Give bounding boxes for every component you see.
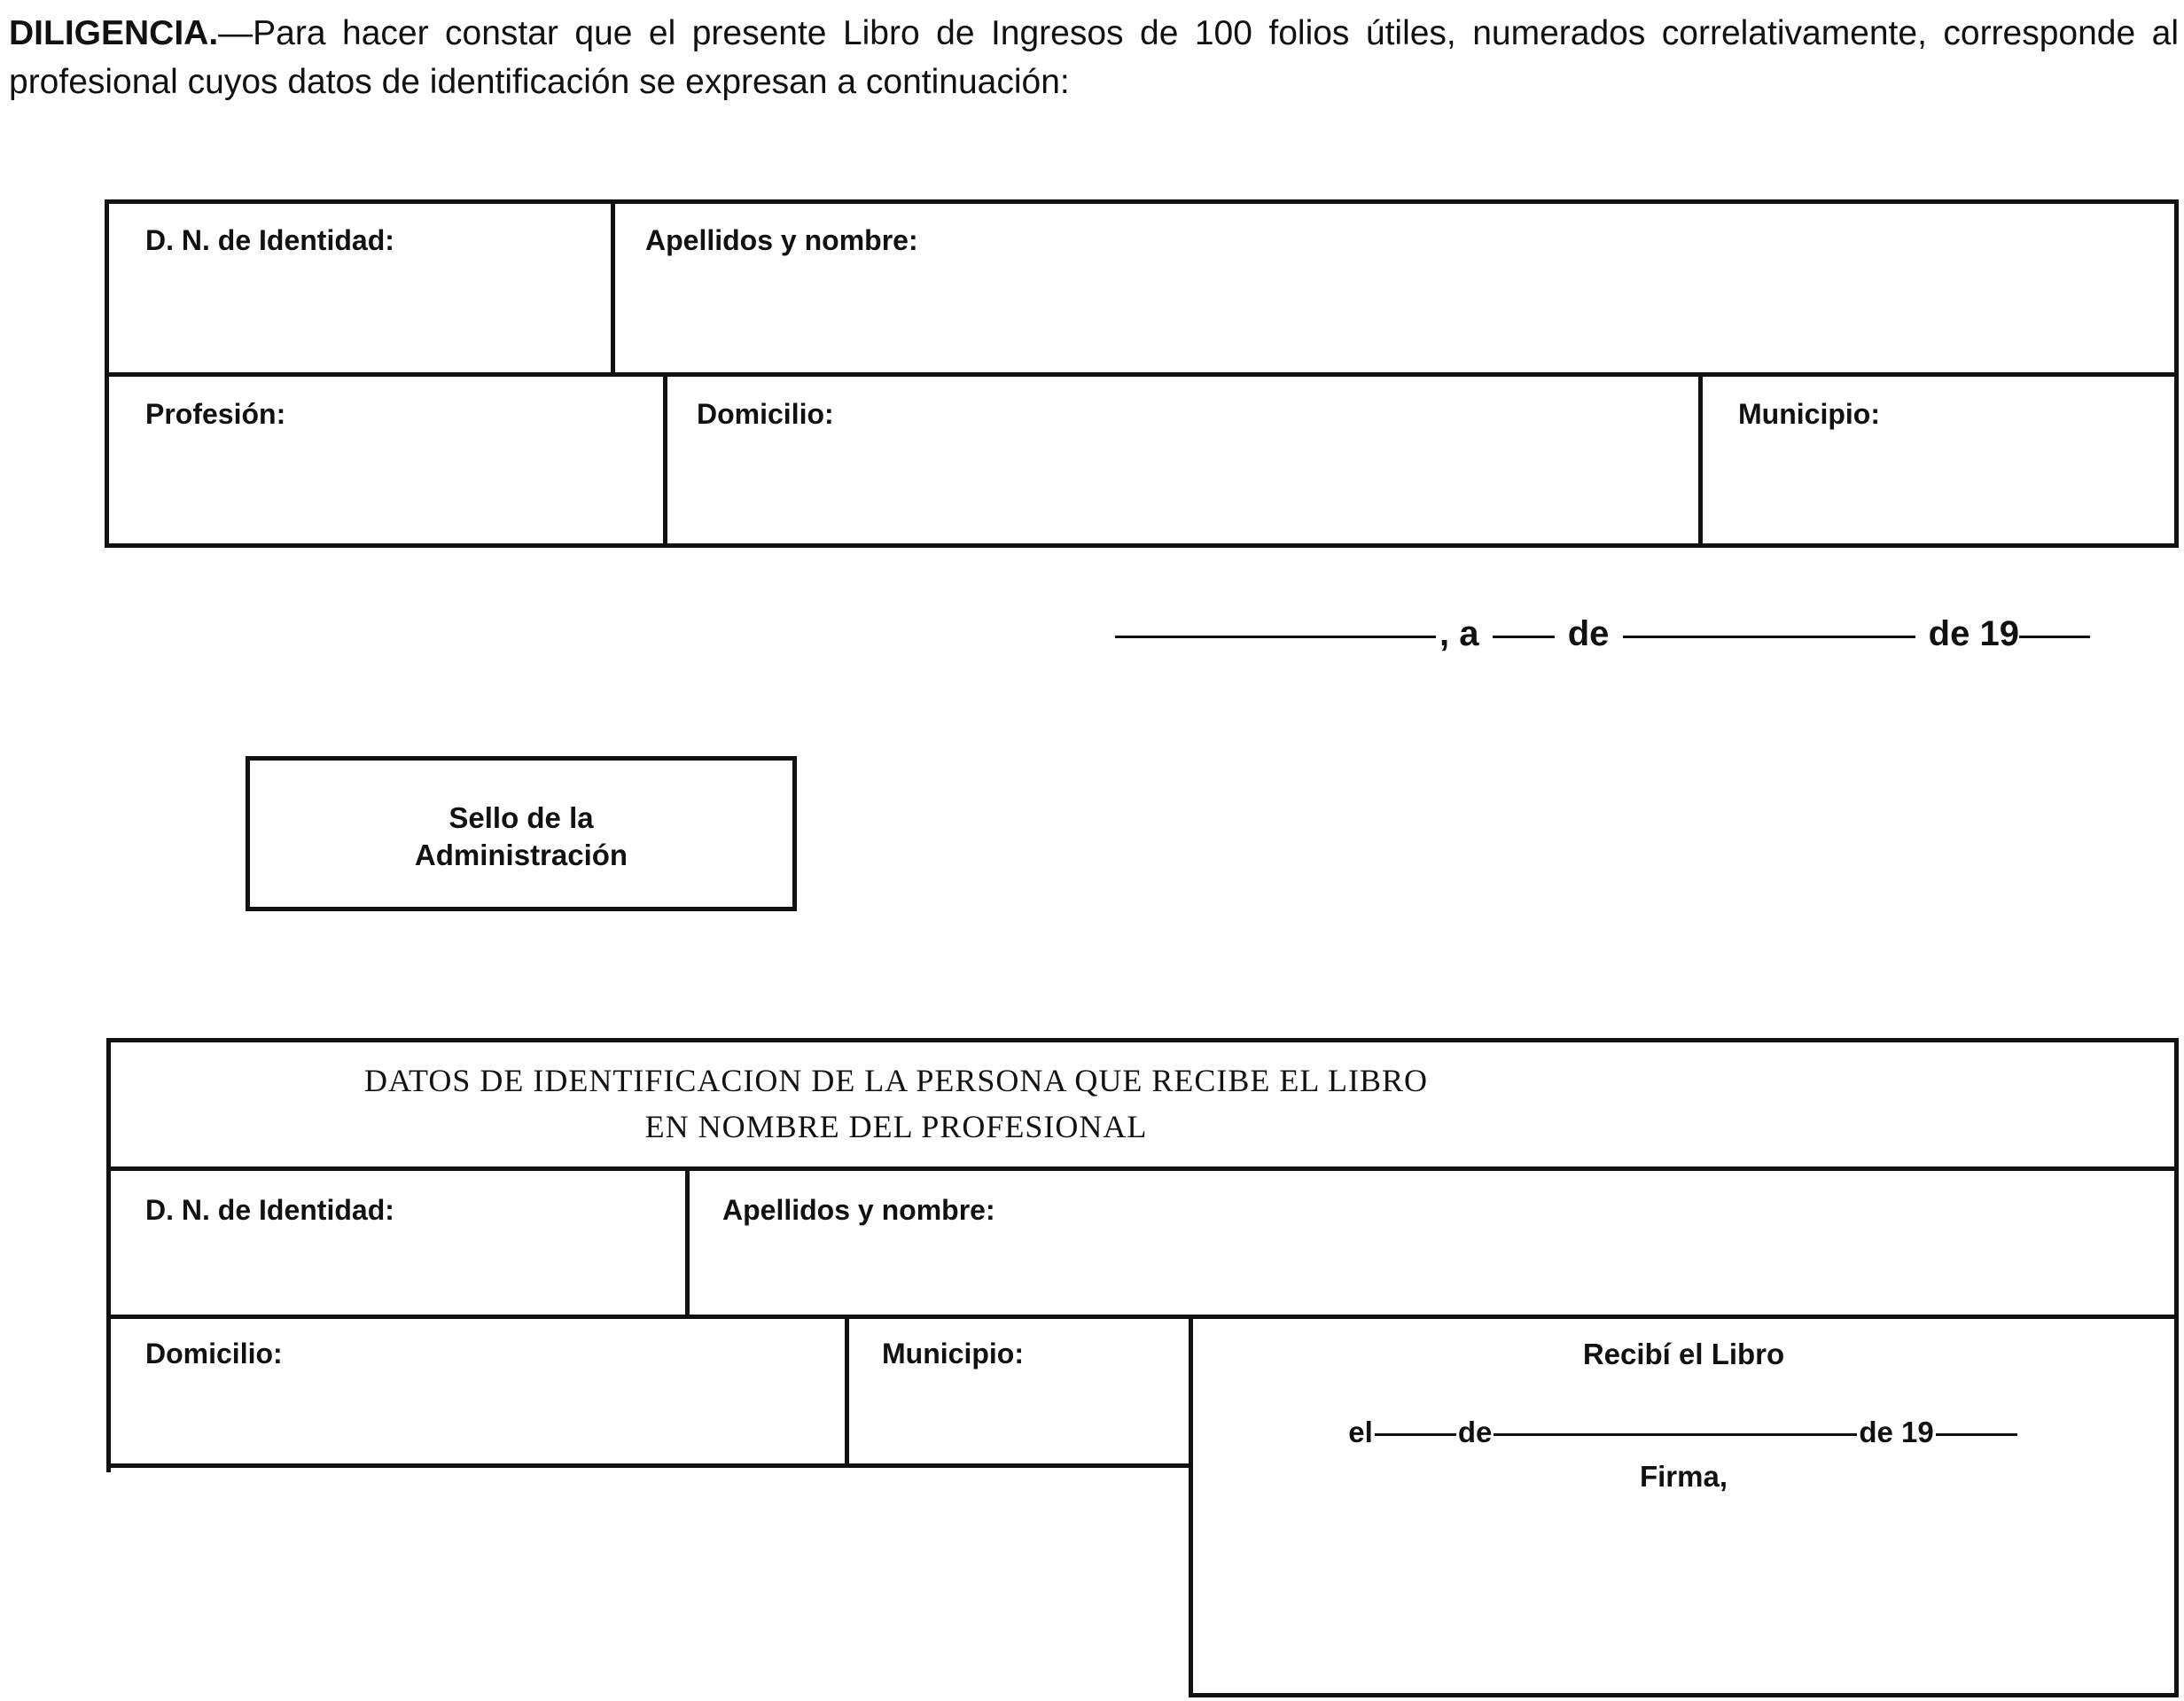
receipt-day-blank — [1375, 1433, 1456, 1436]
day-blank — [1493, 636, 1555, 638]
receiver-municipality-label: Municipio: — [882, 1338, 1024, 1369]
receipt-title: Recibí el Libro — [1582, 1338, 1785, 1370]
receipt-date-line — [1193, 1415, 2174, 1450]
intro-paragraph — [9, 9, 2179, 106]
intro-heading: DILIGENCIA. — [9, 14, 219, 52]
receiver-title-line-1: DATOS DE IDENTIFICACION DE LA PERSONA QUE RECIBE EL LIBRO — [364, 1063, 1428, 1098]
professional-form-row-divider — [109, 372, 2174, 377]
stamp-line-2: Administración — [414, 839, 628, 871]
professional-form — [105, 199, 2179, 548]
receipt-el-text: el — [1348, 1416, 1373, 1448]
receipt-box — [1189, 1319, 2179, 1697]
year-blank — [2019, 636, 2090, 638]
receipt-de-text: de — [1457, 1416, 1493, 1448]
place-blank — [1115, 636, 1436, 638]
receipt-month-blank — [1494, 1433, 1857, 1436]
receiver-dni-label: D. N. de Identidad: — [145, 1194, 394, 1226]
receiver-col-divider-1 — [685, 1171, 690, 1315]
receiver-address-label: Domicilio: — [145, 1338, 283, 1369]
receiver-name-label: Apellidos y nombre: — [722, 1194, 995, 1226]
receipt-year-text: de 19 — [1859, 1416, 1934, 1448]
receiver-col-divider-2 — [845, 1319, 849, 1466]
receipt-year-blank — [1936, 1433, 2017, 1436]
address-label: Domicilio: — [697, 398, 834, 430]
month-blank — [1623, 636, 1915, 638]
stamp-box — [246, 756, 797, 911]
date-year-text: de 19 — [1928, 614, 2019, 653]
dni-label: D. N. de Identidad: — [145, 224, 394, 256]
date-de-text: de — [1567, 614, 1610, 653]
receiver-left-bottom — [106, 1463, 1190, 1468]
date-line — [1115, 613, 2090, 654]
professional-form-col-divider-1 — [611, 204, 615, 372]
intro-text: —Para hacer constar que el presente Libro de Ingresos de 100 folios útiles, numerados correlativamente, corresponde al profesional cuyos datos de identificación se expresan a continuación: — [9, 14, 2179, 101]
stamp-line-1: Sello de la — [448, 801, 594, 834]
professional-form-col-divider-3 — [1698, 377, 1703, 548]
date-a-text: , a — [1439, 614, 1479, 653]
name-label: Apellidos y nombre: — [645, 224, 918, 256]
receiver-title-line-2: EN NOMBRE DEL PROFESIONAL — [644, 1109, 1148, 1144]
signature-label: Firma, — [1639, 1460, 1728, 1493]
receiver-left-side-lower — [106, 1319, 111, 1468]
receiver-title-divider — [106, 1167, 2179, 1171]
municipality-label: Municipio: — [1738, 398, 1880, 430]
professional-form-col-divider-2 — [663, 377, 667, 548]
profession-label: Profesión: — [145, 398, 286, 430]
